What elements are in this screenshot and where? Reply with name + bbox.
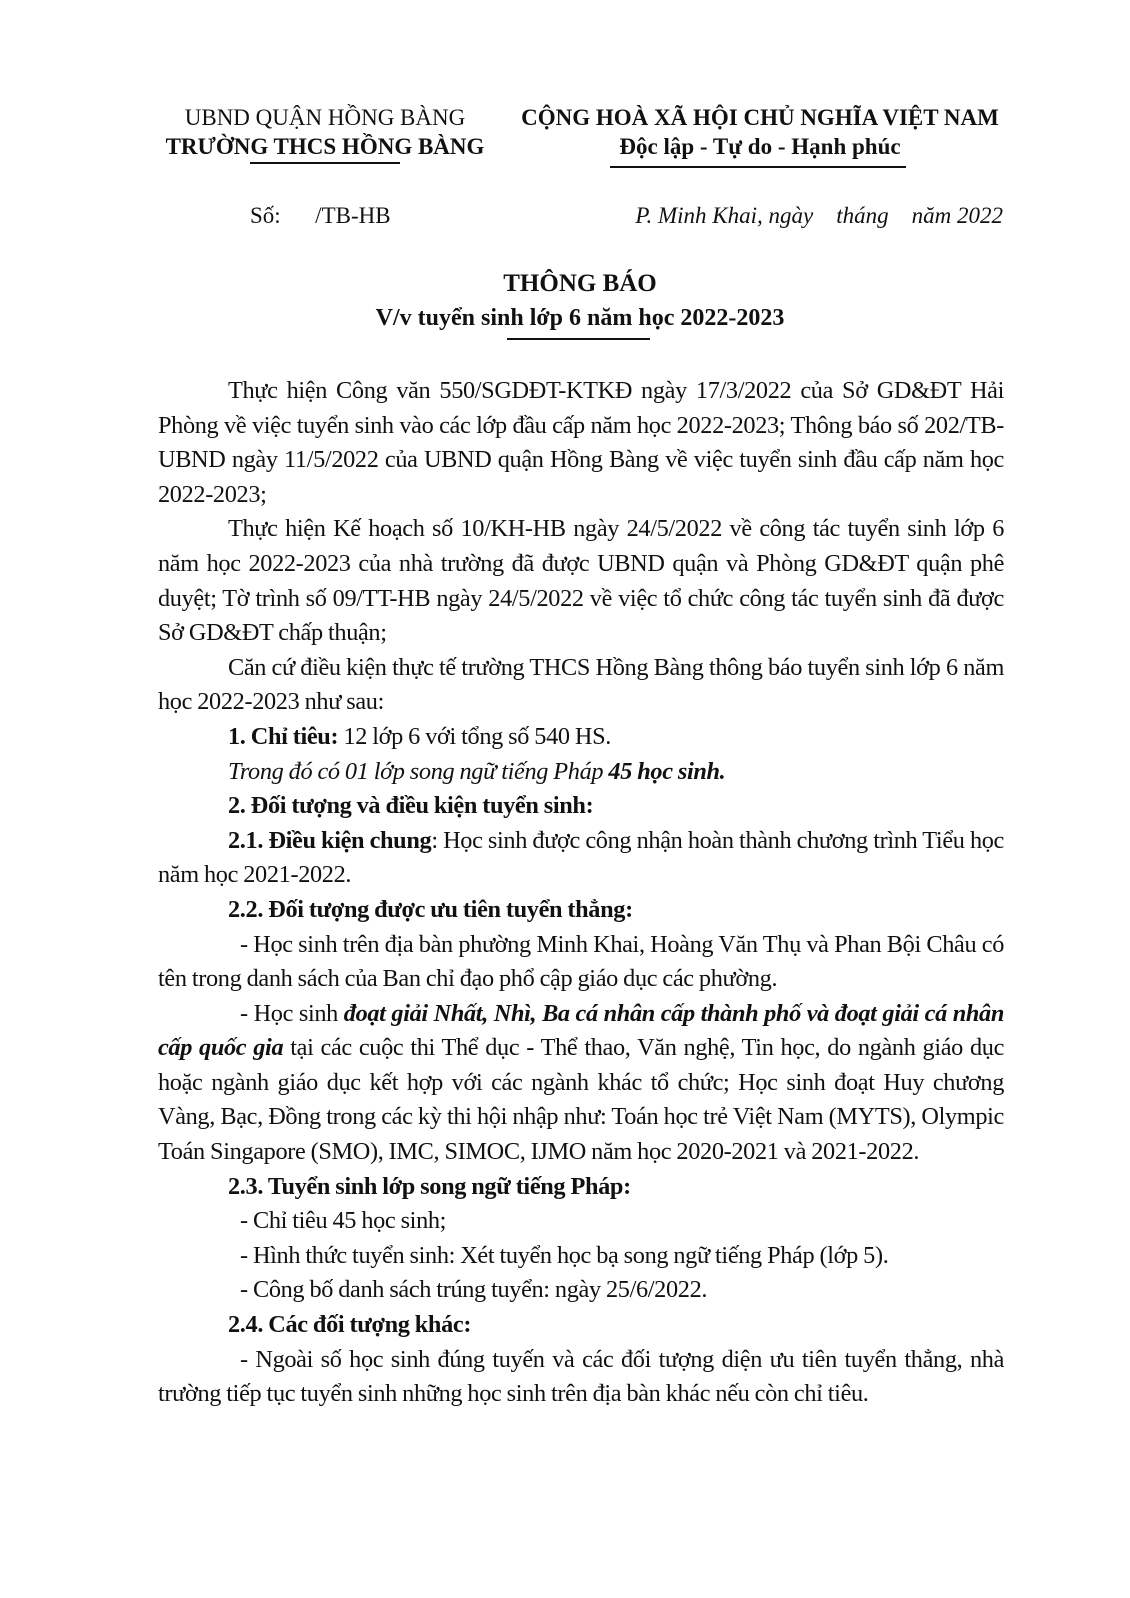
text-run: 2.1. Điều kiện chung (228, 826, 432, 854)
paragraph (158, 893, 1004, 928)
paragraph (158, 512, 1004, 650)
paragraph (158, 789, 1004, 824)
title-underline (507, 338, 650, 340)
text-run: 45 học sinh. (608, 757, 726, 785)
place-date: P. Minh Khai, ngày tháng năm 2022 (635, 203, 1003, 228)
text-run: 2.2. Đối tượng được ưu tiên tuyển thẳng: (228, 895, 633, 923)
text-run: Thực hiện Công văn 550/SGDĐT-KTKĐ ngày 17/3/2022 của Sở GD&ĐT Hải Phòng về việc tuyển sinh vào các lớp đầu cấp năm học 2022-2023; Thông báo số 202/TB-UBND ngày 11/5/2022 của UBND quận Hồng Bàng về việc tuyển sinh đầu cấp năm học 2022-2023; (158, 377, 1004, 508)
document-subtitle: V/v tuyển sinh lớp 6 năm học 2022-2023 (375, 305, 785, 331)
text-run: Thực hiện Kế hoạch số 10/KH-HB ngày 24/5/2022 về công tác tuyển sinh lớp 6 năm học 2022-2023 của nhà trường đã được UBND quận và Phòng GD&ĐT quận phê duyệt; Tờ trình số 09/TT-HB ngày 24/5/2022 về việc tổ chức công tác tuyển sinh đã được Sở GD&ĐT chấp thuận; (158, 515, 1004, 647)
text-run: 1. Chỉ tiêu: (228, 722, 339, 750)
paragraph (158, 374, 1004, 512)
document-number: Số: /TB-HB (250, 203, 391, 228)
national-motto: Độc lập - Tự do - Hạnh phúc (619, 134, 901, 159)
document-body (158, 374, 1004, 1412)
text-run: - Hình thức tuyển sinh: Xét tuyển học bạ song ngữ tiếng Pháp (lớp 5). (240, 1241, 889, 1269)
text-run: - Ngoài số học sinh đúng tuyến và các đối tượng diện ưu tiên tuyển thẳng, nhà trường tiếp tục tuyển sinh những học sinh trên địa bàn khác nếu còn chỉ tiêu. (158, 1345, 1004, 1408)
school-name: TRƯỜNG THCS HỒNG BÀNG (165, 134, 485, 159)
paragraph (158, 1239, 1004, 1274)
text-run: đoạt giải Nhất, Nhì, Ba cá nhân cấp thành phố và đoạt giải cá nhân cấp quốc gia (158, 999, 1004, 1062)
document-title: THÔNG BÁO (503, 270, 657, 297)
text-run: 2.4. Các đối tượng khác: (228, 1311, 472, 1339)
text-run: - Công bố danh sách trúng tuyển: ngày 25/6/2022. (240, 1276, 708, 1304)
text-run: 2. Đối tượng và điều kiện tuyển sinh: (228, 792, 594, 820)
text-run: 2.3. Tuyển sinh lớp song ngữ tiếng Pháp: (228, 1172, 631, 1200)
motto-underline (610, 166, 906, 168)
text-run: Trong đó có 01 lớp song ngữ tiếng Pháp (228, 757, 609, 785)
text-run: : Học sinh được công nhận hoàn thành chương trình Tiểu học năm học 2021-2022. (158, 826, 1004, 889)
text-run: Căn cứ điều kiện thực tế trường THCS Hồng Bàng thông báo tuyển sinh lớp 6 năm học 2022-2023 như sau: (158, 653, 1004, 716)
school-underline (250, 162, 400, 164)
paragraph (158, 1204, 1004, 1239)
paragraph (158, 824, 1004, 893)
paragraph (158, 755, 1004, 790)
text-run: 12 lớp 6 với tổng số 540 HS. (338, 722, 611, 750)
paragraph (158, 1308, 1004, 1343)
paragraph (158, 651, 1004, 720)
paragraph (158, 1170, 1004, 1205)
paragraph (158, 1273, 1004, 1308)
text-run: - Học sinh (240, 999, 344, 1027)
paragraph (158, 928, 1004, 997)
issuing-authority: UBND QUẬN HỒNG BÀNG (184, 105, 466, 130)
text-run: - Chỉ tiêu 45 học sinh; (240, 1207, 447, 1235)
text-run: - Học sinh trên địa bàn phường Minh Khai, Hoàng Văn Thụ và Phan Bội Châu có tên trong danh sách của Ban chỉ đạo phổ cập giáo dục các phường. (158, 930, 1004, 993)
national-title: CỘNG HOÀ XÃ HỘI CHỦ NGHĨA VIỆT NAM (521, 105, 999, 130)
paragraph (158, 997, 1004, 1170)
paragraph (158, 720, 1004, 755)
paragraph (158, 1343, 1004, 1412)
text-run: tại các cuộc thi Thể dục - Thể thao, Văn nghệ, Tin học, do ngành giáo dục hoặc ngành giáo dục kết hợp với các ngành khác tổ chức; Học sinh đoạt Huy chương Vàng, Bạc, Đồng trong các kỳ thi hội nhập như: Toán học trẻ Việt Nam (MYTS), Olympic Toán Singapore (SMO), IMC, SIMOC, IJMO năm học 2020-2021 và 2021-2022. (158, 1034, 1005, 1166)
